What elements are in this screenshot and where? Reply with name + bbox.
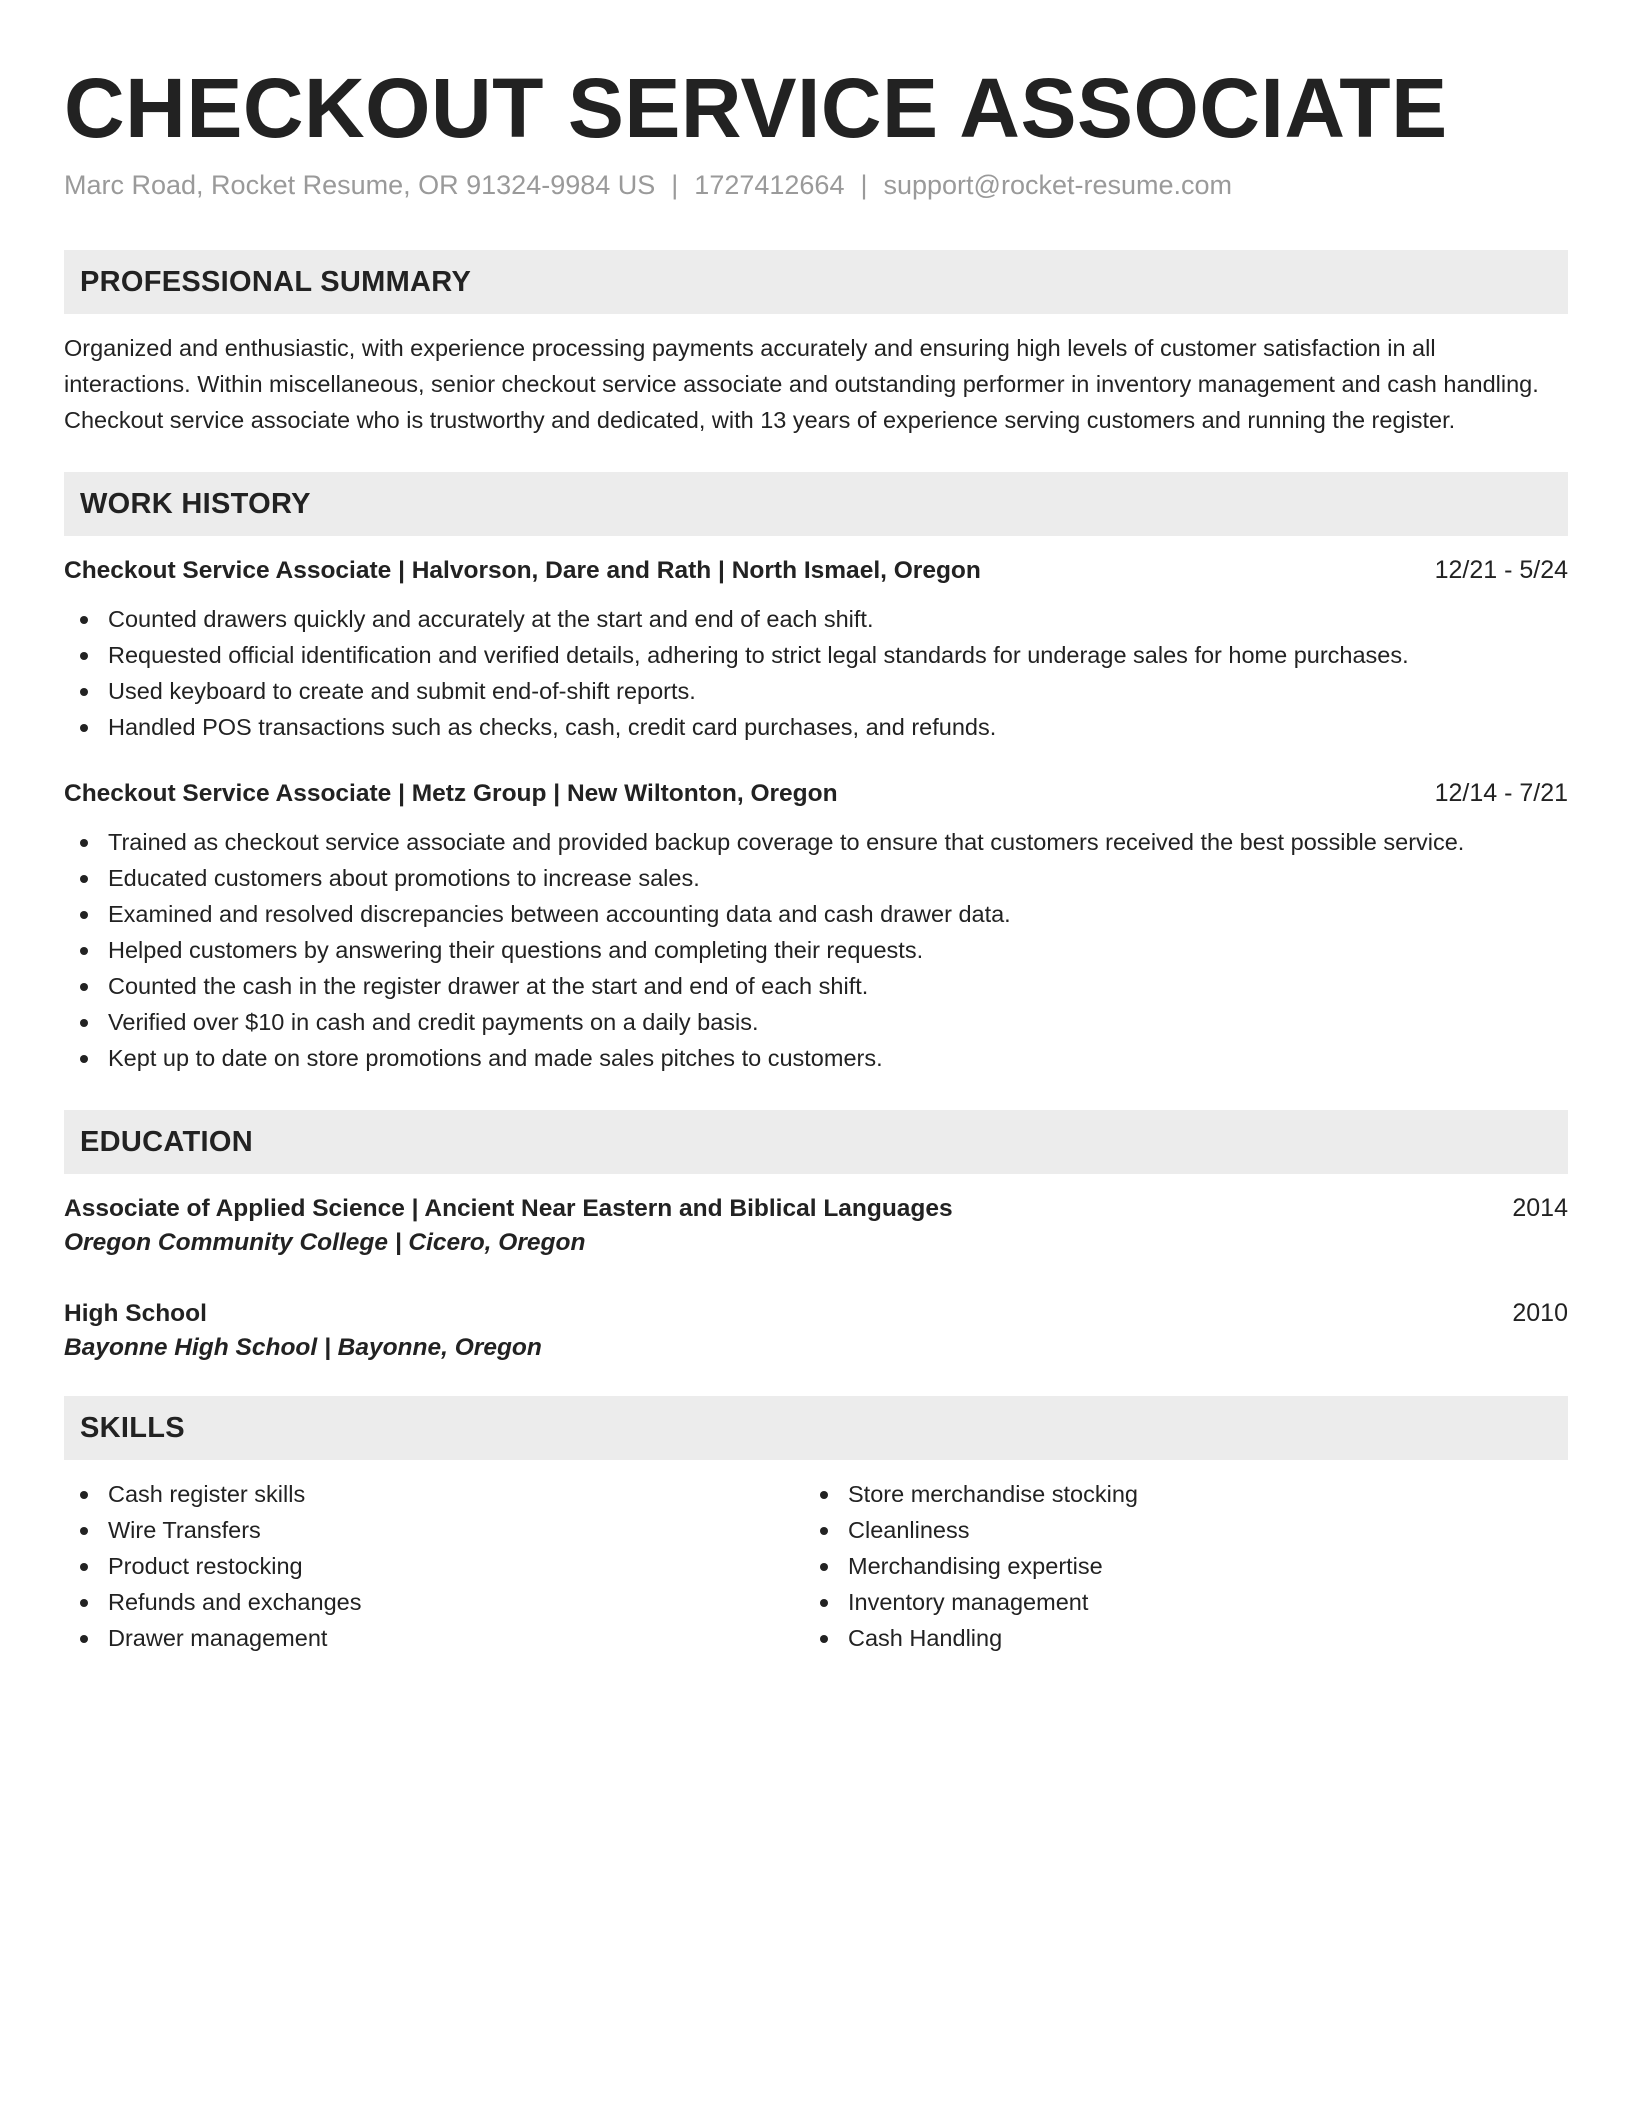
list-item: Wire Transfers <box>64 1512 804 1548</box>
list-item: Inventory management <box>804 1584 1568 1620</box>
list-item: Counted drawers quickly and accurately at the start and end of each shift. <box>64 601 1568 637</box>
section-title: SKILLS <box>80 1411 185 1444</box>
contact-separator: | <box>860 169 868 200</box>
list-item: Merchandising expertise <box>804 1548 1568 1584</box>
candidate-name: CHECKOUT SERVICE ASSOCIATE <box>64 61 1448 155</box>
job-entry <box>64 779 1568 1076</box>
list-item: Educated customers about promotions to increase sales. <box>64 860 1568 896</box>
section-title: EDUCATION <box>80 1125 253 1158</box>
graduation-year: 2010 <box>1512 1299 1568 1328</box>
list-item: Counted the cash in the register drawer at the start and end of each shift. <box>64 968 1568 1004</box>
job-title: Checkout Service Associate | Metz Group | New Wiltonton, Oregon <box>64 780 838 808</box>
list-item: Cash register skills <box>64 1476 804 1512</box>
list-item: Examined and resolved discrepancies between accounting data and cash drawer data. <box>64 896 1568 932</box>
list-item: Drawer management <box>64 1620 804 1656</box>
list-item: Used keyboard to create and submit end-of-shift reports. <box>64 673 1568 709</box>
skills-list-left <box>64 1476 804 1656</box>
skills-list-right <box>804 1476 1568 1656</box>
job-dates: 12/21 - 5/24 <box>1434 556 1568 585</box>
list-item: Store merchandise stocking <box>804 1476 1568 1512</box>
list-item: Requested official identification and verified details, adhering to strict legal standards for underage sales for home purchases. <box>64 637 1568 673</box>
list-item: Cash Handling <box>804 1620 1568 1656</box>
section-header-education <box>64 1110 1568 1174</box>
list-item: Helped customers by answering their questions and completing their requests. <box>64 932 1568 968</box>
job-bullets <box>64 601 1568 745</box>
list-item: Refunds and exchanges <box>64 1584 804 1620</box>
summary-text: Organized and enthusiastic, with experience processing payments accurately and ensuring high levels of customer satisfaction in all interactions. Within miscellaneous, senior checkout service associate and outstanding performer in inventory management and cash handling. Checkout service associate who is trustworthy and dedicated, with 13 years of experience serving customers and running the register. <box>64 335 1539 434</box>
job-title: Checkout Service Associate | Halvorson, Dare and Rath | North Ismael, Oregon <box>64 557 981 585</box>
list-item: Cleanliness <box>804 1512 1568 1548</box>
contact-phone: 1727412664 <box>694 169 845 200</box>
education-entry <box>64 1299 1568 1362</box>
list-item: Trained as checkout service associate and provided backup coverage to ensure that customers received the best possible service. <box>64 824 1568 860</box>
list-item: Kept up to date on store promotions and made sales pitches to customers. <box>64 1040 1568 1076</box>
degree-title: Associate of Applied Science | Ancient Near Eastern and Biblical Languages <box>64 1195 953 1223</box>
section-header-summary <box>64 250 1568 314</box>
contact-email[interactable]: support@rocket-resume.com <box>883 169 1233 200</box>
section-header-skills <box>64 1396 1568 1460</box>
institution: Oregon Community College | Cicero, Oregon <box>64 1229 586 1257</box>
contact-line <box>64 167 1568 205</box>
job-bullets <box>64 824 1568 1076</box>
job-entry <box>64 556 1568 745</box>
section-title: WORK HISTORY <box>80 487 311 520</box>
job-dates: 12/14 - 7/21 <box>1434 779 1568 808</box>
contact-separator: | <box>671 169 679 200</box>
list-item: Handled POS transactions such as checks, cash, credit card purchases, and refunds. <box>64 709 1568 745</box>
section-header-work-history <box>64 472 1568 536</box>
list-item: Verified over $10 in cash and credit payments on a daily basis. <box>64 1004 1568 1040</box>
education-entry <box>64 1194 1568 1257</box>
section-title: PROFESSIONAL SUMMARY <box>80 265 472 298</box>
contact-address: Marc Road, Rocket Resume, OR 91324-9984 US <box>64 169 656 200</box>
skills-columns <box>64 1476 1568 1656</box>
degree-title: High School <box>64 1300 207 1328</box>
graduation-year: 2014 <box>1512 1194 1568 1223</box>
list-item: Product restocking <box>64 1548 804 1584</box>
institution: Bayonne High School | Bayonne, Oregon <box>64 1334 542 1362</box>
